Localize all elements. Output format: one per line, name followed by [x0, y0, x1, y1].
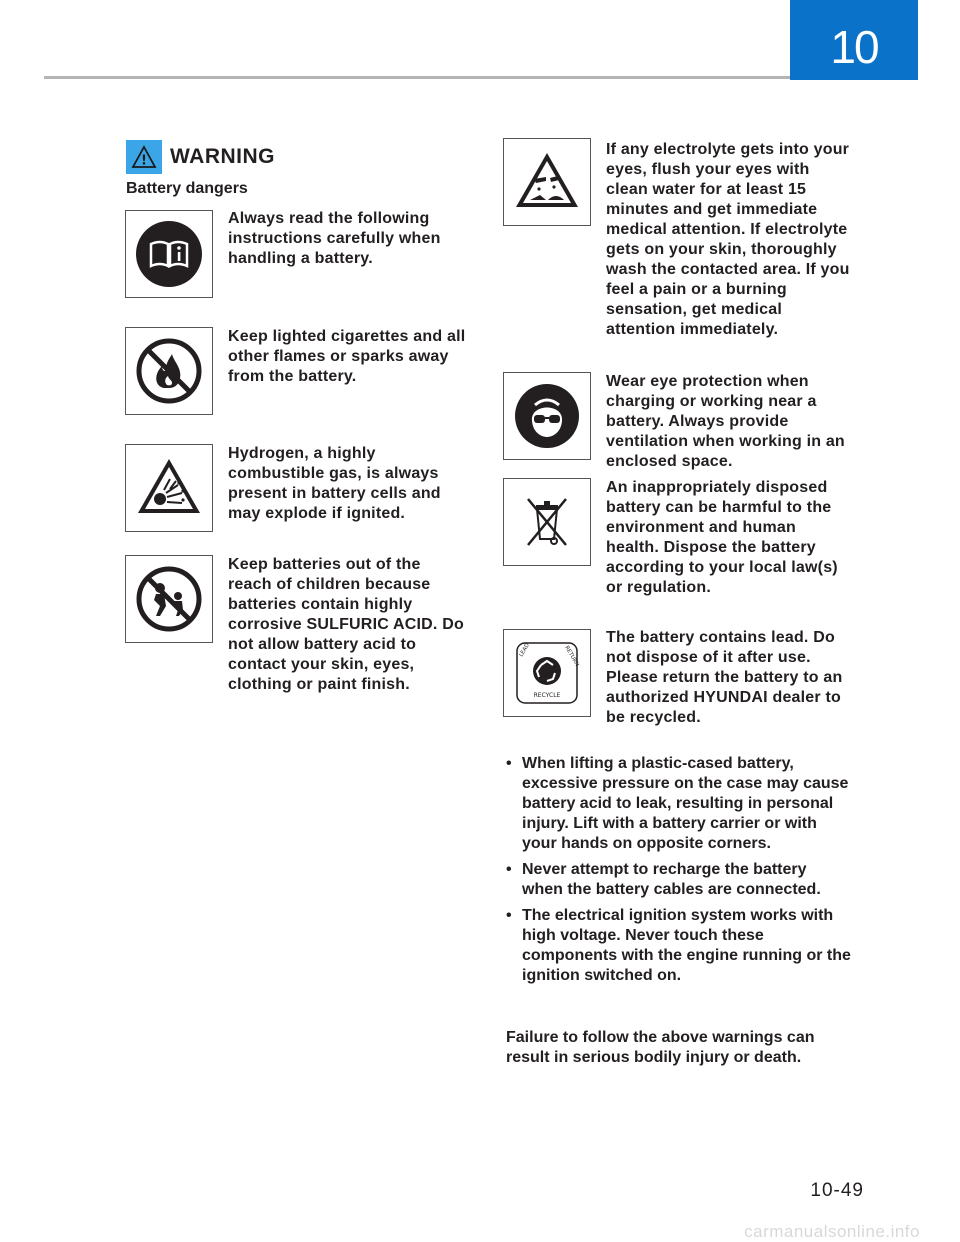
bullet-item — [506, 754, 851, 854]
lead-recycle-icon — [503, 629, 591, 717]
warning-triangle-icon — [126, 140, 162, 174]
header-rule — [44, 76, 790, 79]
bullet-list — [506, 754, 851, 992]
page-number: 10-49 — [810, 1180, 864, 1201]
watermark: carmanualsonline.info — [744, 1222, 920, 1241]
eye-protection-icon — [503, 372, 591, 460]
item-text-electrolyte: If any electrolyte gets into your eyes, flush your eyes with clean water for at least 15 minutes and get immediate medical attention. If electrolyte gets on your skin, thoroughly wash the contacted area. If you feel a pain or a burning sensation, get medical attention immediately. — [606, 141, 850, 338]
chapter-tab: 10 — [790, 0, 918, 80]
item-text-no-flame: Keep lighted cigarettes and all other flames or sparks away from the battery. — [228, 328, 466, 385]
final-warning: Failure to follow the above warnings can result in serious bodily injury or death. — [506, 1029, 815, 1066]
bullet-item — [506, 906, 851, 986]
read-manual-icon — [125, 210, 213, 298]
item-text-children: Keep batteries out of the reach of children because batteries contain highly corrosive SULFURIC ACID. Do not allow battery acid to contact your skin, eyes, clothing or paint finish. — [228, 556, 464, 693]
crossed-bin-icon — [503, 478, 591, 566]
keep-away-children-icon — [125, 555, 213, 643]
item-text-disposal: An inappropriately disposed battery can be harmful to the environment and human health. Dispose the battery according to your local law(s) or regulation. — [606, 479, 838, 596]
item-text-eye-protection: Wear eye protection when charging or working near a battery. Always provide ventilation when working in an enclosed space. — [606, 373, 845, 470]
item-text-explosion: Hydrogen, a highly combustible gas, is always present in battery cells and may explode if ignited. — [228, 445, 441, 522]
lead-label: LEAD — [518, 642, 532, 658]
bullet-text: The electrical ignition system works with high voltage. Never touch these components with the engine running or the ignition switched on. — [522, 907, 851, 984]
recycle-label: RECYCLE — [533, 692, 561, 699]
bullet-dot: • — [506, 907, 512, 924]
bullet-text: Never attempt to recharge the battery when the battery cables are connected. — [522, 861, 821, 898]
bullet-item — [506, 860, 851, 900]
no-flame-icon — [125, 327, 213, 415]
bullet-text: When lifting a plastic-cased battery, excessive pressure on the case may cause battery acid to leak, resulting in personal injury. Lift with a battery carrier or with your hands on opposite corners. — [522, 755, 849, 852]
bullet-dot: • — [506, 861, 512, 878]
item-text-lead: The battery contains lead. Do not dispose of it after use. Please return the battery to an authorized HYUNDAI dealer to be recycled. — [606, 629, 843, 726]
explosion-hazard-icon — [125, 444, 213, 532]
warning-glyph: ! — [141, 153, 147, 169]
item-text-read-manual: Always read the following instructions carefully when handling a battery. — [228, 210, 441, 267]
warning-header — [126, 140, 275, 174]
corrosive-hazard-icon — [503, 138, 591, 226]
warning-subtitle: Battery dangers — [126, 180, 248, 197]
bullet-dot: • — [506, 755, 512, 772]
warning-title: WARNING — [170, 145, 275, 168]
return-label: RETURN — [563, 645, 580, 668]
